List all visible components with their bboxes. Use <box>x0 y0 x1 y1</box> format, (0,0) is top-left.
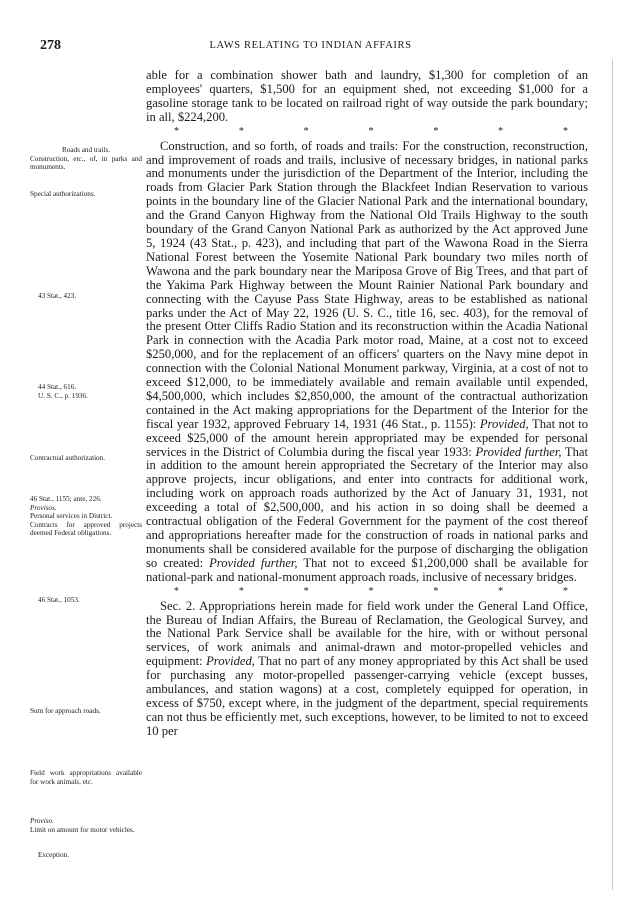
body-text <box>146 69 588 739</box>
margin-note-43-stat: 43 Stat., 423. <box>38 292 77 300</box>
margin-note-sum-approach-roads: Sum for approach roads. <box>30 707 101 715</box>
section-separator-2: * * * * * * * <box>174 585 568 597</box>
margin-note-44-stat: 44 Stat., 616. U. S. C., p. 1936. <box>38 383 88 400</box>
margin-note-46-stat-1053: 46 Stat., 1053. <box>38 596 80 604</box>
margin-note-field-work: Field work appropriations available for work animals, etc. <box>30 769 142 786</box>
margin-note-46-stat-1155: 46 Stat., 1155; ante, 226. Provisos. Personal services in District. Contracts for approved projects deemed Federal obligations. <box>30 495 142 538</box>
running-title: LAWS RELATING TO INDIAN AFFAIRS <box>209 40 412 51</box>
page-number: 278 <box>40 38 61 53</box>
margin-note-proviso-motor-vehicles: Proviso. Limit on amount for motor vehicles. <box>30 817 135 834</box>
page-header <box>40 38 581 54</box>
section-separator: * * * * * * * <box>174 125 568 137</box>
paragraph-roads-and-trails: Construction, and so forth, of roads and trails: For the construction, reconstruction, and improvement of roads and trails, inclusive of necessary bridges, in national parks and monuments under the jurisdiction of the Department of the Interior, including the roads from Glacier Park Station through the Blackfeet Indian Reservation to various points in the boundary line of the Glacier National Park and the international boundary, and the Grand Canyon Highway from the National Old Trails Highway to the south boundary of the Grand Canyon National Park as authorized by the Act approved June 5, 1924 (43 Stat., p. 423), and including that part of the Wawona Road in the Sierra National Forest between the Yosemite National Park boundary two miles north of Wawona and the park boundary near the Mariposa Grove of Big Trees, and that part of the Yakima Park Highway between the Mount Rainier National Park boundary and connecting with the Cayuse Pass State Highway, areas to be established as national parks under the Act of May 22, 1926 (U. S. C., title 16, sec. 403), for the removal of the present Otter Cliffs Radio Station and its reconstruction within the Acadia National Park in connection with the Acadia Park motor road, Maine, at a cost not to exceed $250,000, and for the replacement of an officers' quarters on the Navy mine depot in connection with the Colonial National Monument parkway, Virginia, at a cost of not to exceed $12,000, to be immediately available and remain available until expended, $4,500,000, which includes $2,850,000, the amount of the contractual authorization contained in the Act making appropriations for the Department of the Interior for the fiscal year 1932, approved February 14, 1931 (46 Stat., p. 1155): Provided, That not to exceed $25,000 of the amount herein appropriated may be expended for personal services in the District of Columbia during the fiscal year 1933: Provided further, That in addition to the amount herein appropriated the Secretary of the Interior may also approve projects, incur obligations, and enter into contracts for additional work, including work on approach roads authorized by the Act of January 31, 1931, not exceeding a total of $2,500,000, and his action in so doing shall be deemed a contractual obligation of the Federal Government for the payment of the cost thereof and appropriations hereafter made for the construction of roads in national parks and monuments shall be considered available for the purpose of discharging the obligation so created: Provided further, That not to exceed $1,200,000 shall be available for national-park and national-monument approach roads, inclusive of necessary bridges. <box>146 138 589 584</box>
paragraph-section-2: Sec. 2. Appropriations herein made for field work under the General Land Office, the Bureau of Indian Affairs, the Bureau of Reclamation, the Geological Survey, and the National Park Service shall be available for the hire, with or without personal services, of work animals and animal-drawn and motor-propelled vehicles and equipment: Provided, That no part of any money appropriated by this Act shall be used for purchasing any motor-propelled passenger-carrying vehicle (except busses, ambulances, and station wagons) at a cost, completely equipped for operation, in excess of $750, except where, in the judgment of the department, special requirements can not thus be efficiently met, such exceptions, however, to be limited to not to exceed 10 per <box>146 598 589 738</box>
paragraph-continuation: able for a combination shower bath and laundry, $1,300 for completion of an employees' quarters, $1,500 for an equipment shed, not exceeding $1,000 for a gasoline storage tank to be located on railroad right of way outside the park boundary; in all, $224,200. <box>146 68 588 124</box>
margin-note-contractual-authorization: Contractual authorization. <box>30 454 106 462</box>
margin-note-exception: Exception. <box>38 851 69 859</box>
margin-note-roads-trails: Roads and trails. Construction, etc., of, in parks and monuments. <box>30 146 142 172</box>
page-edge-shadow <box>612 60 613 890</box>
margin-note-special-authorizations: Special authorizations. <box>30 190 96 198</box>
